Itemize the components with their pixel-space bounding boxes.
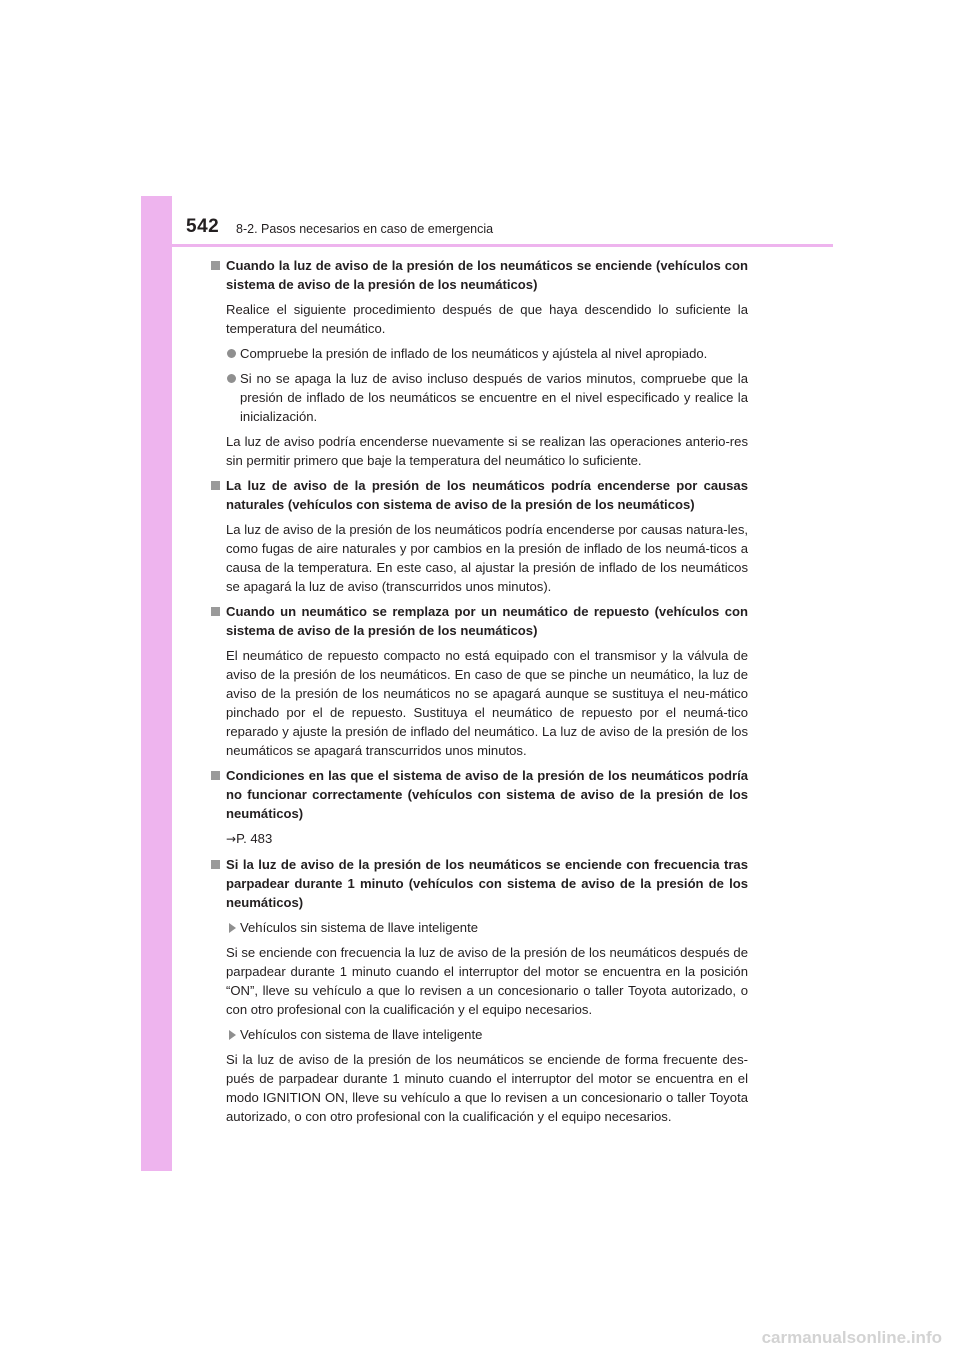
circle-bullet-icon — [226, 344, 240, 363]
triangle-bullet-icon — [226, 1025, 240, 1044]
square-bullet-icon — [210, 855, 226, 912]
section-title: 8-2. Pasos necesarios en caso de emergencia — [236, 222, 494, 236]
section-body: El neumático de repuesto compacto no está equipado con el transmisor y la válvula de aviso de la presión de los neumáticos. En caso de que se pinche un neumático, la luz de aviso de la presión de los neumáticos no se apagará aunque se sustituya el neu-mático pinchado por el de repuesto. Sustituya el neumático de repuesto por el neumá-tico reparado y ajuste la presión de inflado del neumático. La luz de aviso de la presión de los neumáticos se apagará transcurridos unos minutos. — [226, 648, 748, 758]
page-reference-text: P. 483 — [236, 831, 273, 846]
subheading-no-smart-key: Vehículos sin sistema de llave inteligente — [210, 918, 748, 937]
list-item: Compruebe la presión de inflado de los neumáticos y ajústela al nivel apropiado. — [210, 344, 748, 363]
section-spare-tire — [210, 602, 748, 760]
square-bullet-icon — [210, 766, 226, 823]
subheading-smart-key: Vehículos con sistema de llave inteligente — [210, 1025, 748, 1044]
section-malfunction-conditions — [210, 766, 748, 849]
chapter-side-band — [141, 196, 172, 1171]
section-heading: Si la luz de aviso de la presión de los neumáticos se enciende con frecuencia tras parpadear durante 1 minuto (vehículos con sistema de aviso de la presión de los neumáticos) — [210, 855, 748, 912]
square-bullet-icon — [210, 602, 226, 640]
section-heading: Cuando la luz de aviso de la presión de los neumáticos se enciende (vehículos con sistema de aviso de la presión de los neumáticos) — [210, 256, 748, 294]
section-natural-causes — [210, 476, 748, 596]
section-frequent-light — [210, 855, 748, 1126]
section-heading: Condiciones en las que el sistema de aviso de la presión de los neumáticos podría no funcionar correctamente (vehículos con sistema de aviso de la presión de los neumáticos) — [210, 766, 748, 823]
arrow-right-icon: → — [226, 832, 237, 846]
section-heading: La luz de aviso de la presión de los neumáticos podría encenderse por causas naturales (vehículos con sistema de aviso de la presión de los neumáticos) — [210, 476, 748, 514]
page-reference[interactable] — [210, 829, 748, 849]
section-tpws-light-on — [210, 256, 748, 470]
section-body: Si la luz de aviso de la presión de los neumáticos se enciende de forma frecuente des-pués de parpadear durante 1 minuto cuando el interruptor del motor se encuentra en el modo IGNITION ON, lleve su vehículo a que lo revisen a un concesionario o taller Toyota autorizado, o con otro profesional con la cualificación y el equipo necesarios. — [226, 1052, 748, 1124]
section-outro: La luz de aviso podría encenderse nuevamente si se realizan las operaciones anterio-res sin permitir primero que baje la temperatura del neumático lo suficiente. — [226, 434, 748, 468]
square-bullet-icon — [210, 256, 226, 294]
page-number: 542 — [186, 216, 220, 237]
section-body: La luz de aviso de la presión de los neumáticos podría encenderse por causas natura-les, como fugas de aire naturales y por cambios en la presión de inflado de los neumá-ticos a causa de la temperatura. En este caso, al ajustar la presión de inflado de los neumáticos se apagará la luz de aviso (transcurridos unos minutos). — [226, 522, 748, 594]
page-content — [210, 256, 748, 1132]
circle-bullet-icon — [226, 369, 240, 426]
header-rule — [141, 244, 833, 247]
square-bullet-icon — [210, 476, 226, 514]
section-intro: Realice el siguiente procedimiento después de que haya descendido lo suficiente la temperatura del neumático. — [226, 302, 748, 336]
triangle-bullet-icon — [226, 918, 240, 937]
section-body: Si se enciende con frecuencia la luz de aviso de la presión de los neumáticos después de parpadear durante 1 minuto cuando el interruptor del motor se encuentra en la posición “ON”, lleve su vehículo a que lo revisen a un concesionario o taller Toyota autorizado, o con otro profesional con la cualificación y el equipo necesarios. — [226, 945, 748, 1017]
list-item: Si no se apaga la luz de aviso incluso después de varios minutos, compruebe que la presión de inflado de los neumáticos se encuentre en el nivel especificado y realice la inicialización. — [210, 369, 748, 426]
watermark: carmanualsonline.info — [761, 1328, 942, 1347]
section-heading: Cuando un neumático se remplaza por un neumático de repuesto (vehículos con sistema de aviso de la presión de los neumáticos) — [210, 602, 748, 640]
